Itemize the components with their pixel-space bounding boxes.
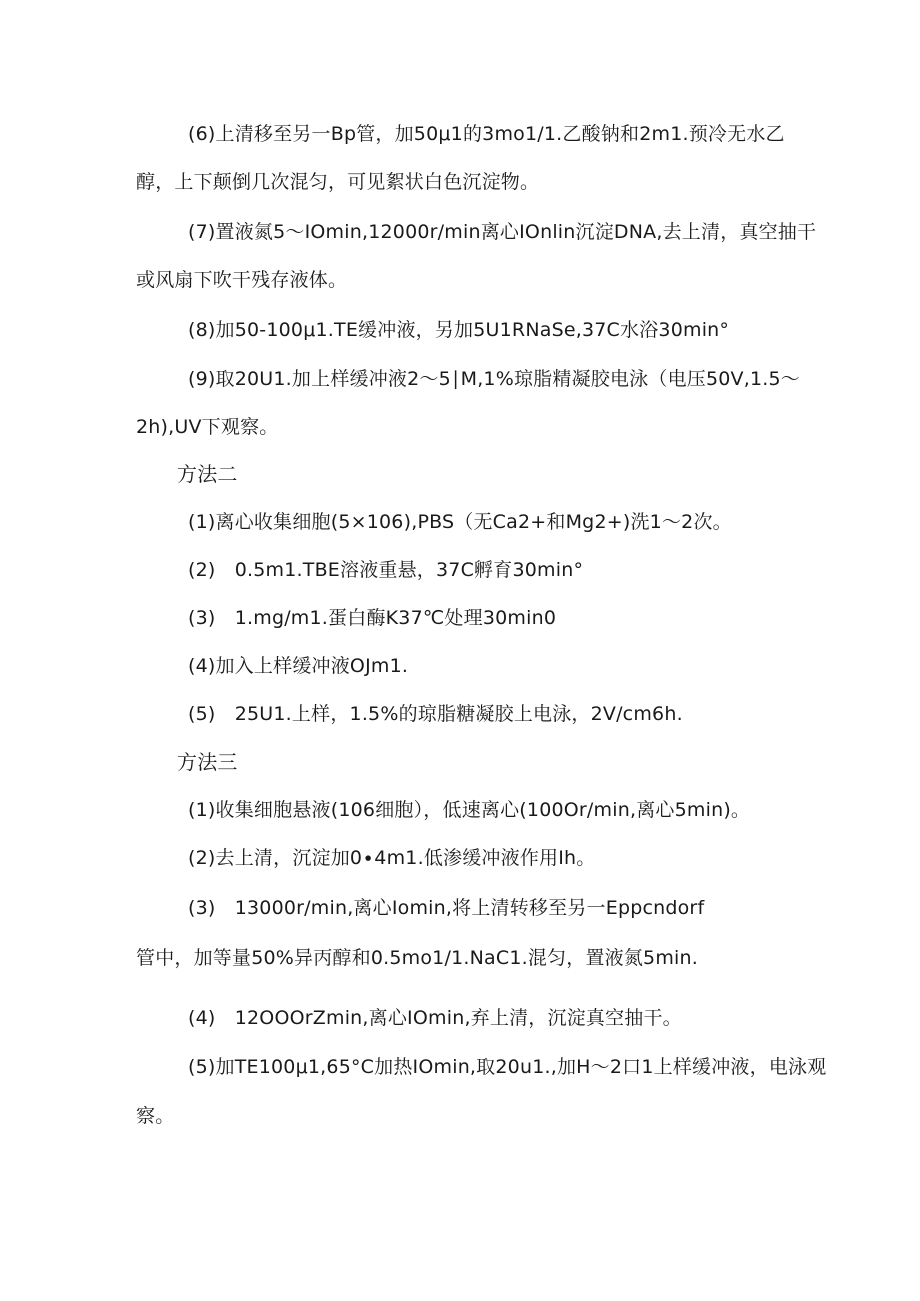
text-line-step9: (9)取20U1.加上样缓冲液2〜5∣M,1%琼脂精凝胶电泳（电压50V,1.5〜: [188, 368, 801, 390]
text-line-step7: (7)置液氮5〜IOmin,12000r/min离心IOnlin沉淀DNA,去上清，真空抽干: [188, 221, 817, 243]
text-line-step9-cont: 2h),UV下观察。: [136, 416, 279, 438]
text-line-m3-step3: (3) 13000r/min,离心Iomin,将上清转移至另一Eppcndorf: [188, 897, 705, 919]
text-line-m3-step2: (2)去上清，沉淀加0∙4m1.低渗缓冲液作用Ih。: [188, 847, 596, 869]
text-line-step6-cont: 醇，上下颠倒几次混匀，可见絮状白色沉淀物。: [136, 171, 540, 193]
section-heading-method2: 方法二: [177, 462, 238, 486]
text-line-m2-step1: (1)离心收集细胞(5×106),PBS（无Ca2+和Mg2+)洗1〜2次。: [188, 511, 732, 533]
text-line-step7-cont: 或风扇下吹干残存液体。: [136, 269, 348, 291]
text-line-m2-step5: (5) 25U1.上样，1.5%的琼脂糖凝胶上电泳，2V/cm6h.: [188, 703, 683, 725]
text-line-m2-step4: (4)加入上样缓冲液OJm1.: [188, 655, 409, 677]
text-line-m3-step1: (1)收集细胞悬液(106细胞），低速离心(100Or/min,离心5min)。: [188, 799, 751, 821]
text-line-m3-step5-cont: 察。: [136, 1105, 175, 1127]
text-line-m3-step4: (4) 12OOOrZmin,离心IOmin,弃上清，沉淀真空抽干。: [188, 1007, 682, 1029]
text-line-step6: (6)上清移至另一Bp管，加50μ1的3mo1/1.乙酸钠和2m1.预冷无水乙: [188, 123, 785, 145]
text-line-m3-step5: (5)加TE100μ1,65°C加热IOmin,取20u1.,加H〜2口1上样缓冲液，电泳观: [188, 1056, 827, 1078]
text-line-m3-step3-cont: 管中，加等量50%异丙醇和0.5mo1/1.NaC1.混匀，置液氮5min.: [136, 947, 699, 969]
text-line-m2-step3: (3) 1.mg/m1.蛋白酶K37℃处理30min0: [188, 607, 557, 629]
section-heading-method3: 方法三: [177, 750, 238, 774]
text-line-step8: (8)加50-100μ1.TE缓冲液，另加5U1RNaSe,37C水浴30min°: [188, 319, 730, 341]
text-line-m2-step2: (2) 0.5m1.TBE溶液重悬，37C孵育30min°: [188, 559, 584, 581]
